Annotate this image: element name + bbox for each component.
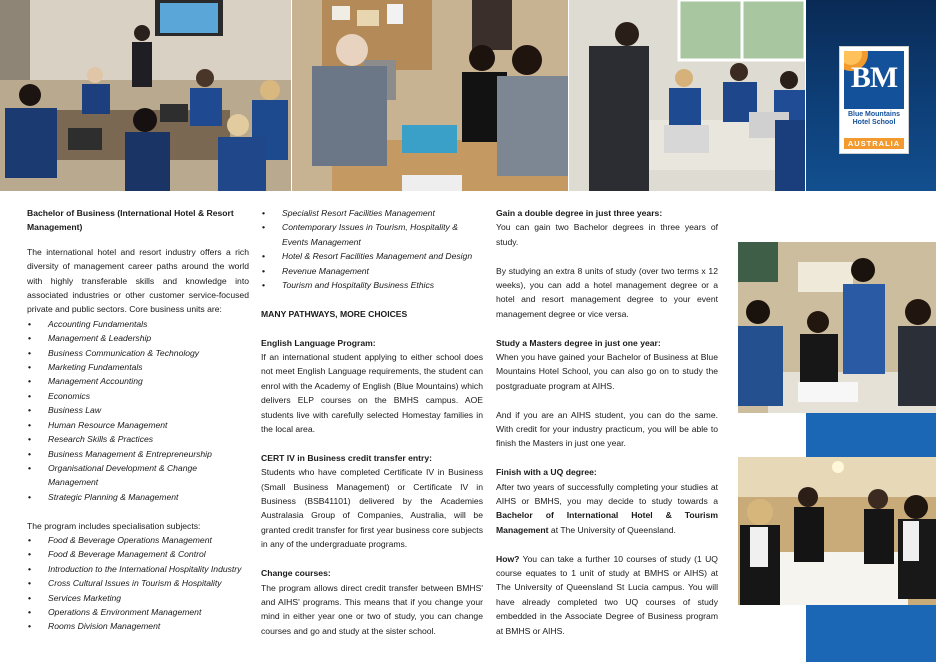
list-item: • Contemporary Issues in Tourism, Hospitality & Events Management (261, 220, 483, 249)
double-degree-text: You can gain two Bachelor degrees in three years of study. (496, 222, 718, 247)
degree-intro: The international hotel and resort industry offers a rich diversity of management career paths around the world with highly transferable skills and knowledge into associated industries or other customer service-focused private and public sectors. Core business units are: (27, 246, 249, 315)
cert-heading: CERT IV in Business credit transfer entry: (261, 452, 432, 463)
logo-monogram: BM (850, 61, 898, 94)
specialisation-list-continued (261, 206, 483, 292)
list-item: • Marketing Fundamentals (27, 360, 249, 374)
logo-country: AUSTRALIA (844, 138, 904, 149)
uq-text (496, 480, 718, 538)
masters-heading: Study a Masters degree in just one year: (496, 337, 661, 348)
degree-heading: Bachelor of Business (International Hotel & Resort Management) (27, 208, 234, 233)
logo-name-line1: Blue Mountains (847, 111, 901, 118)
list-item: • Business Management & Entrepreneurship (27, 447, 249, 461)
list-item: • Management Accounting (27, 374, 249, 388)
uq-text-b: at The University of Queensland. (548, 524, 676, 535)
list-item: • Business Law (27, 403, 249, 417)
blue-mountains-logo (839, 46, 909, 154)
double-degree-text-2: By studying an extra 8 units of study (over two terms x 12 weeks), you can add a hotel management degree or a hotel and resort management degree to your event management degree or vice versa. (496, 265, 718, 319)
specialisation-intro: The program includes specialisation subjects: (27, 520, 201, 531)
list-item: • Specialist Resort Facilities Management (261, 206, 483, 220)
logo-mark (844, 51, 904, 109)
list-item: • Introduction to the International Hospitality Industry (27, 562, 249, 576)
specialisation-list (27, 533, 249, 634)
lecturer-with-students-photo (292, 0, 568, 191)
list-item: • Research Skills & Practices (27, 432, 249, 446)
list-item: • Rooms Division Management (27, 619, 249, 633)
list-item: • Cross Cultural Issues in Tourism & Hospitality (27, 576, 249, 590)
list-item: • Business Communication & Technology (27, 346, 249, 360)
masters-text: When you have gained your Bachelor of Business at Blue Mountains Hotel School, you can also go on to study the postgraduate program at AIHS. (496, 352, 718, 391)
list-item: • Strategic Planning & Management (27, 490, 249, 504)
uq-degree-name: Bachelor of International Hotel & Tourism Management (496, 510, 718, 535)
masters-text-2: And if you are an AIHS student, you can do the same. With credit for your industry practicum, you will be able to finish the Masters in just one year. (496, 409, 718, 449)
list-item: • Human Resource Management (27, 418, 249, 432)
core-units-list (27, 317, 249, 504)
logo-name-line2: Hotel School (852, 119, 896, 126)
double-degree-heading: Gain a double degree in just three years: (496, 208, 663, 218)
classroom-lecture-photo (0, 0, 291, 191)
list-item: • Revenue Management (261, 264, 483, 278)
uq-heading: Finish with a UQ degree: (496, 467, 597, 478)
pathways-heading: MANY PATHWAYS, MORE CHOICES (261, 308, 408, 319)
list-item: • Food & Beverage Management & Control (27, 547, 249, 561)
change-text: The program allows direct credit transfer between BMHS' and AIHS' programs. This means that if you change your mind in either year one or two of study, you can change courses and go and study at the sister school. (261, 582, 483, 636)
how-body: You can take a further 10 courses of study (1 UQ course equates to 1 unit of study at BMHS or AIHS) at The University of Queensland St Lucia campus. You will have already completed two UQ courses of study embedded in the Associate Degree of Business program at BMHS or AIHS. (496, 553, 718, 636)
computer-lab-photo (569, 0, 805, 191)
restaurant-service-photo (738, 457, 936, 605)
list-item: • Accounting Fundamentals (27, 317, 249, 331)
list-item: • Economics (27, 389, 249, 403)
elp-heading: English Language Program: (261, 337, 376, 348)
brand-band-middle (806, 413, 936, 457)
elp-text: If an international student applying to either school does not meet English Language requirements, the student can enrol with the Academy of English (Blue Mountains) which delivers ELP courses on the BMHS campus. AOE students live with carefully selected Homestay families in the local area. (261, 352, 483, 435)
list-item: • Tourism and Hospitality Business Ethics (261, 278, 483, 292)
list-item: • Management & Leadership (27, 331, 249, 345)
list-item: • Hotel & Resort Facilities Management and Design (261, 249, 483, 263)
list-item: • Services Marketing (27, 591, 249, 605)
list-item: • Organisational Development & Change Management (27, 461, 249, 490)
how-label: How? (496, 553, 520, 564)
column-2 (261, 206, 483, 638)
uq-text-a: After two years of successfully completing your studies at AIHS or BMHS, you may decide to study towards a (496, 481, 718, 507)
list-item: • Operations & Environment Management (27, 605, 249, 619)
column-3 (496, 206, 718, 638)
how-text (496, 552, 718, 638)
cert-text: Students who have completed Certificate IV in Business (Small Business Management) or Certificate IV in Business (BSB41101) delivered by the Academies Australasia Group of Companies, Australia, will be granted credit transfer for first year business core subjects in any of the undergraduate programs. (261, 467, 483, 550)
students-meeting-photo (738, 242, 936, 413)
column-1 (27, 206, 249, 634)
logo-name (842, 111, 906, 127)
brand-band-bottom (806, 605, 936, 662)
list-item: • Food & Beverage Operations Management (27, 533, 249, 547)
change-heading: Change courses: (261, 568, 331, 579)
